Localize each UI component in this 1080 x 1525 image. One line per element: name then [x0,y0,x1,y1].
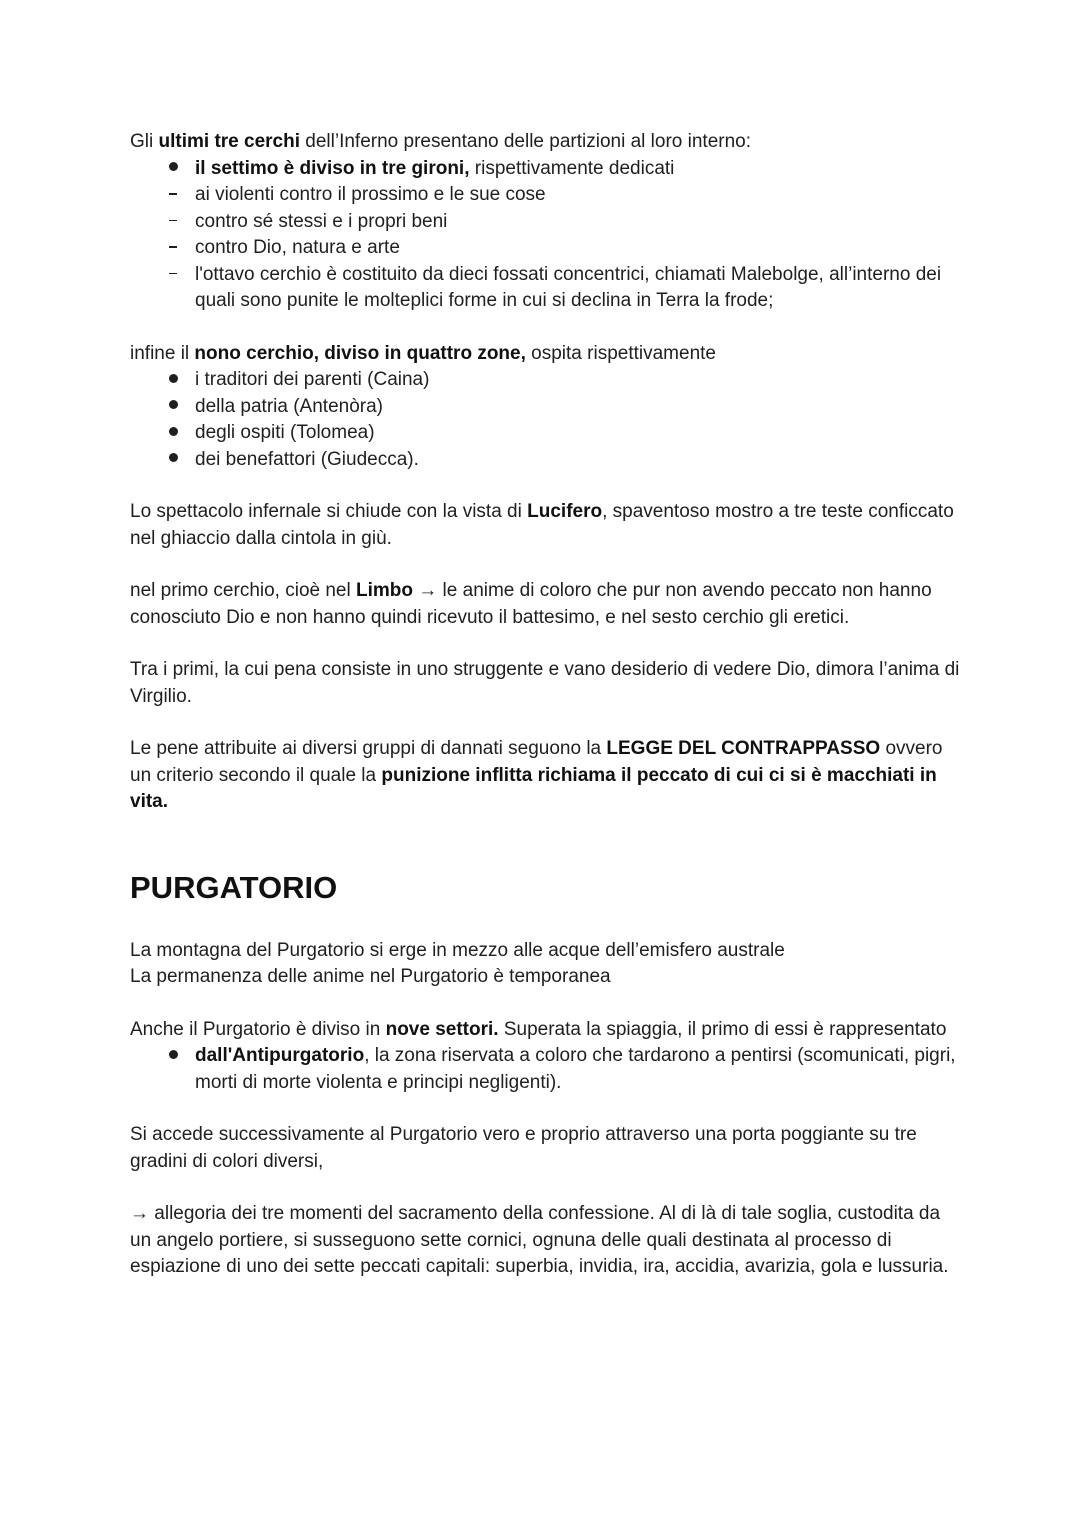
bullet-icon [163,447,183,474]
list-item [130,447,960,474]
bold-text: ultimi tre cerchi [158,131,300,152]
bullet-icon [163,1043,183,1070]
text: ospita rispettivamente [525,342,716,364]
text: contro sé stessi e i propri beni [195,210,448,232]
partitions-list [130,156,960,315]
section-heading-purgatorio: PURGATORIO [130,869,338,905]
bold-text: il settimo è diviso in tre gironi, [195,157,470,179]
text: i traditori dei parenti (Caina) [195,369,430,390]
text: Lo spettacolo infernale si chiude con la vista di [130,501,528,522]
paragraph-montagna [130,938,960,991]
text: nel primo cerchio, cioè nel [130,580,356,601]
list-item [130,420,960,447]
paragraph-contrappasso [130,736,960,816]
text: dei benefattori (Giudecca). [195,448,419,470]
text: Superata la spiaggia, il primo di essi è rappresentato [498,1018,947,1040]
paragraph-nove-settori [130,1017,960,1044]
bold-text: dall'Antipurgatorio [195,1045,365,1066]
paragraph-limbo [130,578,960,631]
text: l'ottavo cerchio è costituito da dieci fossati concentrici, chiamati Malebolge, all’interno dei quali sono punite le molteplici forme in cui si declina in Terra la frode; [195,263,942,311]
list-item [130,156,960,183]
bullet-icon [163,394,183,421]
text: della patria (Antenòra) [195,395,383,417]
text: Anche il Purgatorio è diviso in [130,1018,386,1040]
text: infine il [130,342,195,364]
antipurgatorio-list [130,1043,960,1096]
text: rispettivamente dedicati [469,157,675,179]
list-item [130,394,960,421]
paragraph-allegoria: → allegoria dei tre momenti del sacramento della confessione. Al di là di tale soglia, custodita da un angelo portiere, si susseguono sette cornici, ognuna delle quali destinata al processo di espiazione di uno dei sette peccati capitali: superbia, invidia, ira, accidia, avarizia, gola e lussuria. [130,1203,949,1277]
paragraph-partitions [130,129,960,156]
bold-text: Limbo [356,580,413,601]
bullet-icon [163,420,183,447]
paragraph-porta: Si accede successivamente al Purgatorio vero e proprio attraverso una porta poggiante su tre gradini di colori diversi, [130,1124,917,1172]
text: , la zona riservata a coloro che tardarono a pentirsi (scomunicati, pigri, morti di morte violenta e principi negligenti). [195,1045,956,1093]
text: , spaventoso mostro a tre teste conficcato nel ghiaccio dalla cintola in giù. [130,501,954,549]
bullet-icon [163,156,183,183]
ninth-circle-list [130,367,960,473]
text: degli ospiti (Tolomea) [195,422,375,443]
text: ovvero un criterio secondo il quale la [130,738,943,786]
text: contro Dio, natura e arte [195,237,400,258]
list-item [130,182,960,209]
bold-text: punizione inflitta richiama il peccato di cui ci si è macchiati in vita. [130,764,937,812]
document-page [130,129,960,1281]
text: Le pene attribuite ai diversi gruppi di dannati seguono la [130,738,607,759]
text: → le anime di coloro che pur non avendo peccato non hanno conosciuto Dio e non hanno quindi ricevuto il battesimo, e nel sesto cerchio gli eretici. [130,580,932,628]
dash-icon [163,182,183,209]
list-item [130,235,960,262]
text: La permanenza delle anime nel Purgatorio è temporanea [130,966,611,987]
list-item [130,1043,960,1096]
bold-text: LEGGE DEL CONTRAPPASSO [606,738,881,759]
list-item [130,367,960,394]
text: La montagna del Purgatorio si erge in mezzo alle acque dell’emisfero australe [130,939,785,961]
text: dell’Inferno presentano delle partizioni al loro interno: [300,131,751,152]
dash-icon [163,235,183,262]
list-item [130,262,960,315]
bold-text: nono cerchio, diviso in quattro zone, [194,342,526,364]
bold-text: Lucifero [527,501,603,522]
list-item [130,209,960,236]
text: ai violenti contro il prossimo e le sue cose [195,184,546,205]
paragraph-ninth-circle [130,341,960,368]
bold-text: nove settori. [385,1018,499,1040]
paragraph-virgilio: Tra i primi, la cui pena consiste in uno struggente e vano desiderio di vedere Dio, dimora l’anima di Virgilio. [130,659,960,707]
paragraph-lucifero [130,499,960,552]
dash-icon [163,209,183,236]
text: Gli [130,131,159,152]
dash-icon [163,262,183,289]
bullet-icon [163,367,183,394]
